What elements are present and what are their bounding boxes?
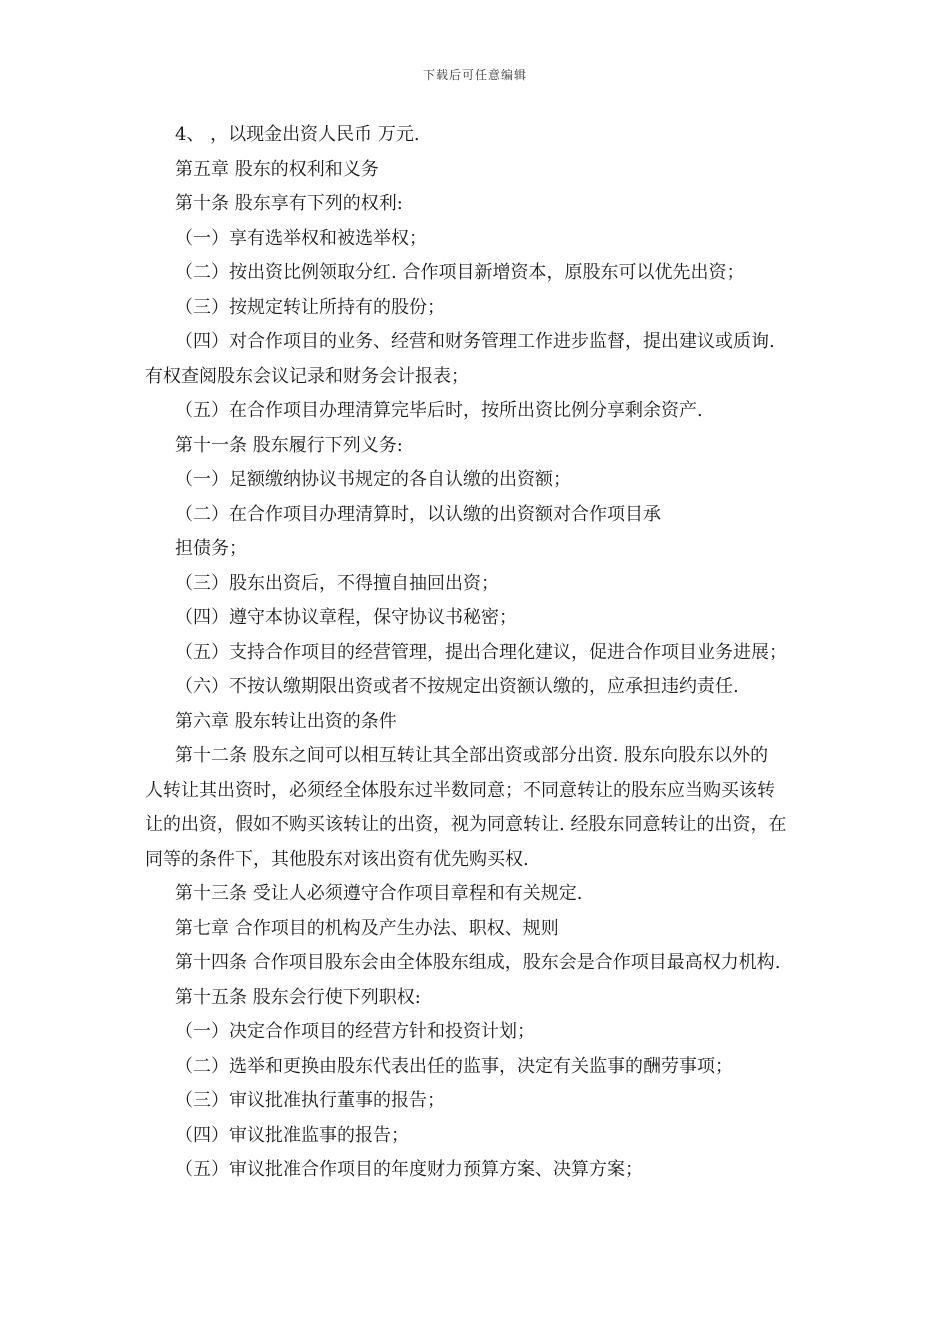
text-line: （一）足额缴纳协议书规定的各自认缴的出资额； bbox=[175, 469, 571, 490]
text-line: （三）股东出资后，不得擅自抽回出资； bbox=[175, 572, 499, 594]
text-line: 人转让其出资时，必须经全体股东过半数同意；不同意转让的股东应当购买该转 bbox=[145, 779, 775, 801]
text-line: 第十三条 受让人必须遵守合作项目章程和有关规定. bbox=[175, 883, 583, 904]
text-line: （一）决定合作项目的经营方针和投资计划； bbox=[175, 1021, 535, 1042]
text-line: 第十四条 合作项目股东会由全体股东组成，股东会是合作项目最高权力机构. bbox=[175, 952, 781, 973]
text-line: （四）遵守本协议章程，保守协议书秘密； bbox=[175, 607, 517, 628]
text-line: （四）对合作项目的业务、经营和财务管理工作进步监督，提出建议或质询. bbox=[175, 331, 775, 352]
text-line: （五）审议批准合作项目的年度财力预算方案、决算方案； bbox=[175, 1159, 643, 1180]
text-line: （六）不按认缴期限出资或者不按规定出资额认缴的，应承担违约责任. bbox=[175, 676, 739, 697]
text-line: 担债务； bbox=[175, 538, 247, 559]
text-line: （三）审议批准执行董事的报告； bbox=[175, 1090, 445, 1111]
text-line: （二）在合作项目办理清算时，以认缴的出资额对合作项目承 bbox=[175, 503, 661, 525]
text-line: （二）选举和更换由股东代表出任的监事，决定有关监事的酬劳事项； bbox=[175, 1055, 733, 1077]
text-line: （五）在合作项目办理清算完毕后时，按所出资比例分享剩余资产. bbox=[175, 400, 703, 421]
text-line: （三）按规定转让所持有的股份； bbox=[175, 296, 445, 318]
text-line: （一）享有选举权和被选举权； bbox=[175, 227, 427, 249]
document-body bbox=[145, 118, 825, 1188]
text-line: 让的出资，假如不购买该转让的出资，视为同意转让. 经股东同意转让的出资，在 bbox=[145, 814, 787, 835]
text-line: 4、 ，以现金出资人民币 万元. bbox=[175, 124, 420, 145]
text-line: （四）审议批准监事的报告； bbox=[175, 1124, 409, 1146]
text-line: 同等的条件下，其他股东对该出资有优先购买权. bbox=[145, 848, 529, 870]
text-line: （五）支持合作项目的经营管理，提出合理化建议，促进合作项目业务进展； bbox=[175, 641, 787, 663]
text-line: 第五章 股东的权利和义务 bbox=[175, 158, 379, 180]
text-line: （二）按出资比例领取分红. 合作项目新增资本，原股东可以优先出资； bbox=[175, 262, 745, 283]
text-line: 有权查阅股东会议记录和财务会计报表； bbox=[145, 365, 469, 387]
text-line: 第十五条 股东会行使下列职权: bbox=[175, 986, 421, 1008]
page-header: 下载后可任意编辑 bbox=[422, 68, 527, 82]
text-line: 第七章 合作项目的机构及产生办法、职权、规则 bbox=[175, 917, 559, 939]
text-line: 第十一条 股东履行下列义务: bbox=[175, 434, 403, 456]
text-line: 第六章 股东转让出资的条件 bbox=[175, 710, 397, 732]
text-line: 第十条 股东享有下列的权利: bbox=[175, 193, 403, 214]
text-line: 第十二条 股东之间可以相互转让其全部出资或部分出资. 股东向股东以外的 bbox=[175, 745, 769, 766]
